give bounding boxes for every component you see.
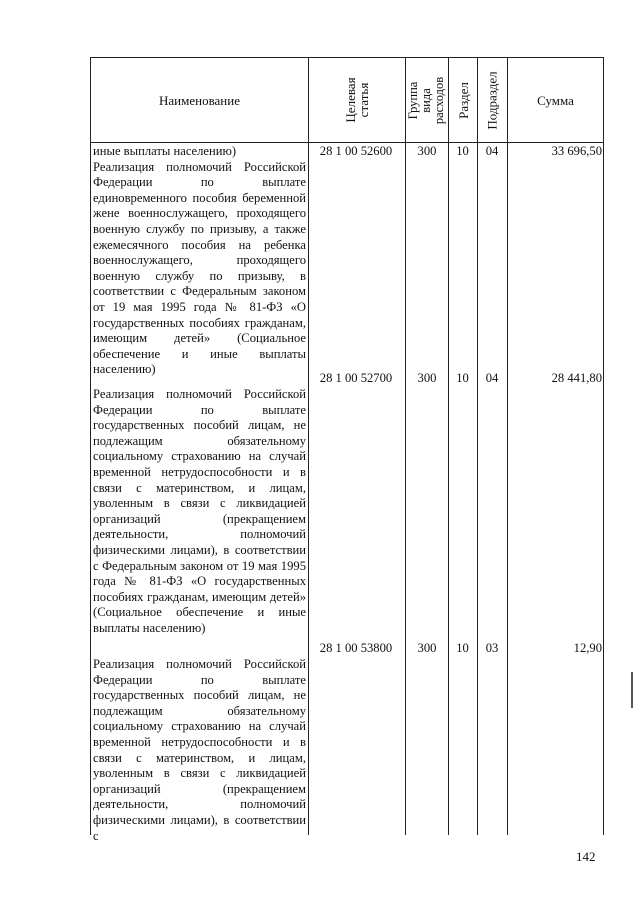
header-name-label: Наименование [159,92,240,108]
table-row-name [93,144,306,378]
row-1-subsection: 04 [485,144,499,158]
row-2-sum: 28 441,80 [551,371,602,385]
header-code [309,58,405,142]
column-divider [405,57,406,835]
header-bottom-border [90,142,604,143]
row-2-section: 10 [456,371,469,385]
row-3-group: 300 [417,641,437,655]
header-section-label: Раздел [455,81,471,119]
column-divider [308,57,309,835]
row-2-group: 300 [417,371,437,385]
column-divider [477,57,478,835]
row-3-section: 10 [456,641,469,655]
row-2-subsection: 04 [485,371,499,385]
page-number: 142 [576,849,596,864]
column-divider [448,57,449,835]
header-group [406,58,448,142]
header-section [449,58,477,142]
table-row-name [93,657,306,844]
row-2-code: 28 1 00 52700 [319,371,393,385]
row-1-sum: 33 696,50 [551,144,602,158]
row-1-name: Реализация полномочий Российской Федерации по выплате единовременного пособия беременной жене военнослужащего, проходящего военную службу по призыву, а также ежемесячного пособия на ребенка военнослужащего, проходящего военную службу по призыву, в соответствии с Федеральным законом от 19 мая 1995 года № 81-ФЗ «О государственных пособиях гражданам, имеющим детей» (Социальное обеспечение и иные выплаты населению) [93,159,306,377]
continuation-text: иные выплаты населению) [93,144,237,158]
scan-edge-mark [631,672,633,708]
row-3-subsection: 03 [485,641,499,655]
row-1-code: 28 1 00 52600 [319,144,393,158]
header-sum [508,58,603,142]
row-3-sum: 12,90 [573,641,602,655]
header-subsection [478,58,507,142]
header-group-label: Группа вида расходов [406,76,447,124]
row-1-group: 300 [417,144,437,158]
table-right-border [603,57,604,835]
header-subsection-label: Подраздел [485,70,501,130]
row-1-section: 10 [456,144,469,158]
row-2-name: Реализация полномочий Российской Федерации по выплате государственных пособий лицам, не подлежащим обязательному социальному страхованию на случай временной нетрудоспособности и в связи с материнством, и лицам, уволенным в связи с ликвидацией организаций (прекращением деятельности, полномочий физическими лицами), в соответствии с Федеральным законом от 19 мая 1995 года № 81-ФЗ «О государственных пособиях гражданам, имеющим детей» (Социальное обеспечение и иные выплаты населению) [93,387,306,635]
row-3-code: 28 1 00 53800 [319,641,393,655]
header-code-label: Целевая статья [343,77,371,123]
header-sum-label: Сумма [537,92,574,108]
header-name [91,58,308,142]
table-row-name [93,387,306,637]
column-divider [507,57,508,835]
row-3-name: Реализация полномочий Российской Федерации по выплате государственных пособий лицам, не подлежащим обязательному социальному страхованию на случай временной нетрудоспособности и в связи с материнством, и лицам, уволенным в связи с ликвидацией организаций (прекращением деятельности, полномочий физическими лицами), в соответствии с [93,657,306,843]
table-left-border [90,57,91,835]
